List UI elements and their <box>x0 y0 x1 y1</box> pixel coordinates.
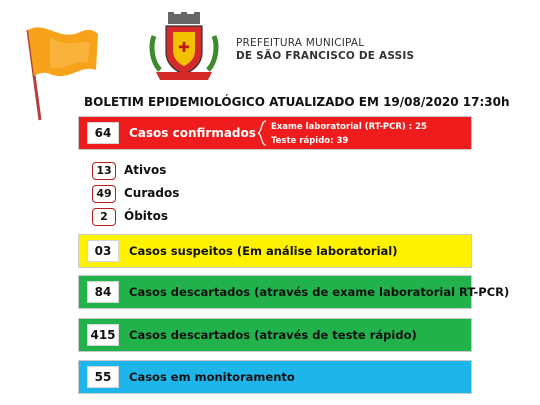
brace-icon <box>257 120 267 146</box>
org-line-1: PREFEITURA MUNICIPAL <box>236 37 365 49</box>
municipal-crest-icon <box>146 10 222 84</box>
discarded-rapid-bar <box>78 318 472 352</box>
discarded-lab-bar <box>78 275 510 309</box>
confirmed-count: 64 <box>87 122 119 144</box>
confirmed-rapid-test: Teste rápido: 39 <box>271 136 349 146</box>
org-line-2: DE SÃO FRANCISCO DE ASSIS <box>236 50 415 62</box>
discarded-rapid-count: 415 <box>87 324 119 346</box>
monitoring-count: 55 <box>87 366 119 388</box>
discarded-rapid-label: Casos descartados (através de teste rápido) <box>129 328 417 342</box>
stat-active-label: Ativos <box>124 163 167 177</box>
discarded-lab-label: Casos descartados (através de exame laboratorial RT-PCR) <box>129 285 510 299</box>
monitoring-label: Casos em monitoramento <box>129 370 295 384</box>
stat-deaths-label: Óbitos <box>124 209 169 223</box>
confirmed-label: Casos confirmados <box>129 126 256 140</box>
svg-text:✚: ✚ <box>178 40 190 56</box>
confirmed-lab-test: Exame laboratorial (RT-PCR) : 25 <box>271 122 427 132</box>
bulletin-title: BOLETIM EPIDEMIOLÓGICO ATUALIZADO EM 19/08/2020 17:30h <box>84 95 510 109</box>
stat-recovered-label: Curados <box>124 186 180 200</box>
organization-name <box>236 37 414 63</box>
monitoring-cases-bar <box>78 360 472 394</box>
suspected-count: 03 <box>87 240 119 262</box>
suspected-cases-bar <box>78 234 472 268</box>
discarded-lab-count: 84 <box>87 281 119 303</box>
suspected-label: Casos suspeitos (Em análise laboratorial) <box>129 244 398 258</box>
stat-deaths-count: 2 <box>92 208 116 226</box>
confirmed-cases-bar <box>78 116 472 150</box>
stat-active-count: 13 <box>92 162 116 180</box>
stat-recovered-count: 49 <box>92 185 116 203</box>
